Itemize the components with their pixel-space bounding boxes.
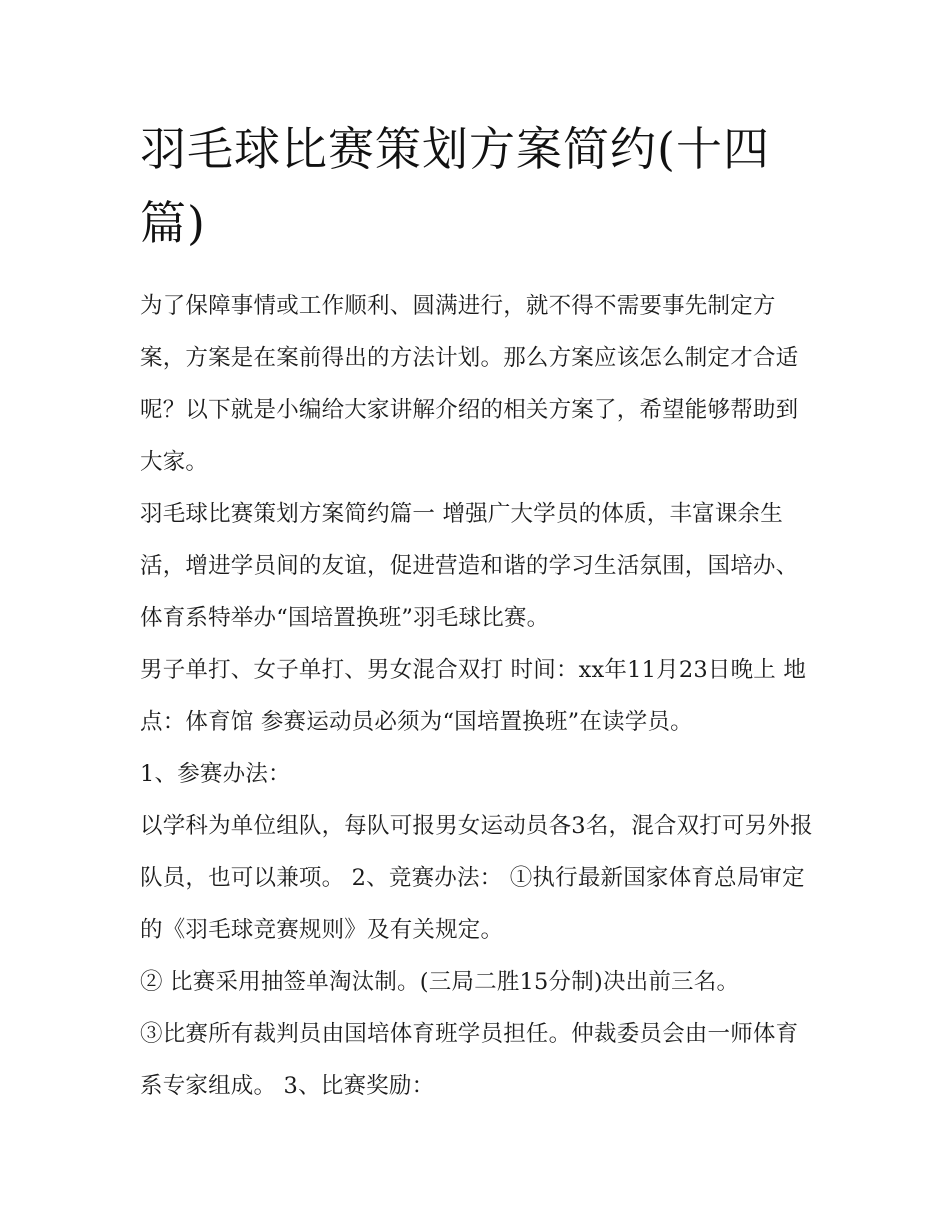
section-heading-participation: 1、参赛办法：: [140, 761, 291, 787]
event-info-paragraph: 男子单打、女子单打、男女混合双打 时间：xx年11月23日晚上 地点：体育馆 参赛运动员必须为“国培置换班”在读学员。: [140, 657, 807, 735]
referee-paragraph: ③比赛所有裁判员由国培体育班学员担任。仲裁委员会由一师体育系专家组成。 3、比赛奖励：: [140, 1021, 799, 1099]
participation-rules-paragraph: 以学科为单位组队，每队可报男女运动员各3名，混合双打可另外报队员，也可以兼项。 2、竞赛办法： ①执行最新国家体育总局审定的《羽毛球竞赛规则》及有关规定。: [140, 813, 813, 943]
competition-format-paragraph: ② 比赛采用抽签单淘汰制。(三局二胜15分制)决出前三名。: [140, 969, 740, 995]
document-body: [140, 280, 820, 1112]
document-page: [140, 112, 820, 1112]
document-title: 羽毛球比赛策划方案简约(十四篇): [140, 122, 770, 250]
chapter-one-paragraph: 羽毛球比赛策划方案简约篇一 增强广大学员的体质，丰富课余生活，增进学员间的友谊，促进营造和谐的学习生活氛围，国培办、体育系特举办“国培置换班”羽毛球比赛。: [140, 501, 799, 631]
intro-paragraph: 为了保障事情或工作顺利、圆满进行，就不得不需要事先制定方案，方案是在案前得出的方法计划。那么方案应该怎么制定才合适呢？以下就是小编给大家讲解介绍的相关方案了，希望能够帮助到大家。: [140, 293, 799, 475]
